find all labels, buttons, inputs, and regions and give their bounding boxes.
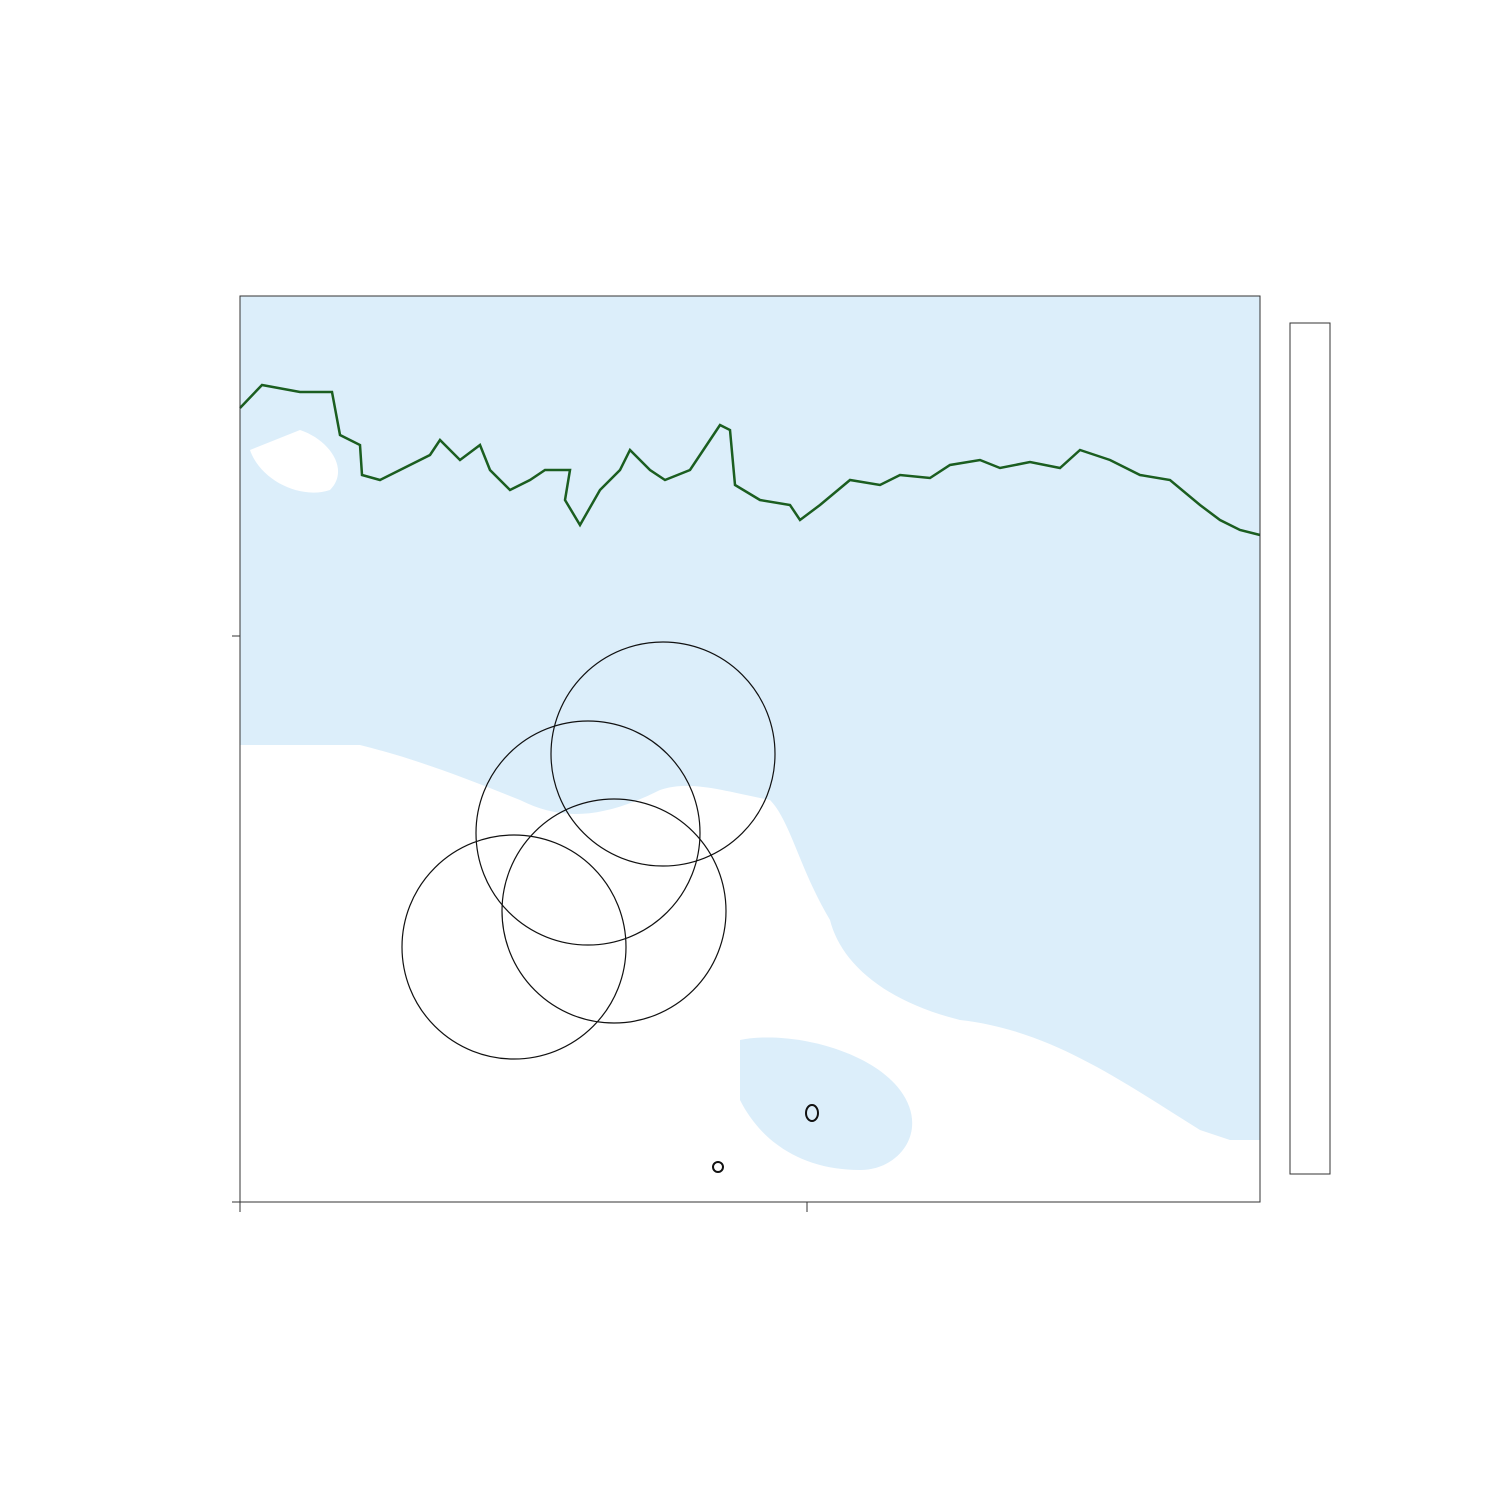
- range-ring-4: [402, 835, 626, 1059]
- range-ring-3: [502, 799, 726, 1023]
- colorbar-frame: [1290, 323, 1330, 1174]
- small-contour-2: [713, 1162, 723, 1172]
- shaded-flow-region: [240, 296, 1260, 1170]
